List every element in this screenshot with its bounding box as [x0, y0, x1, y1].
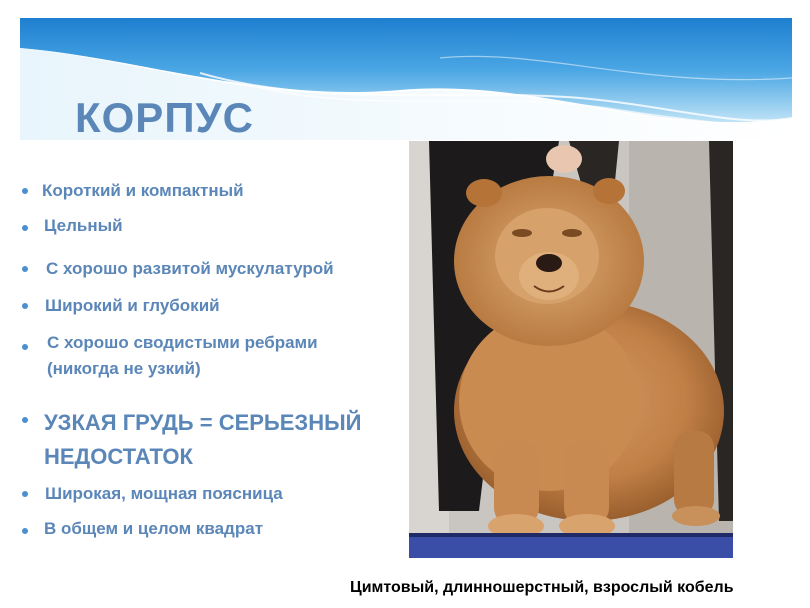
bullet-text-line2: (никогда не узкий) [47, 359, 201, 378]
bullet-dot-icon [22, 417, 28, 423]
photo-caption: Цимтовый, длинношерстный, взрослый кобель [350, 579, 734, 596]
bullet-text: С хорошо развитой мускулатурой [46, 259, 334, 278]
bullet-text: Короткий и компактный [42, 181, 244, 200]
bullet-text-line2: НЕДОСТАТОК [44, 444, 193, 469]
bullet-text-line1: С хорошо сводистыми ребрами [47, 333, 318, 352]
bullet-dot-icon [22, 491, 28, 497]
bullet-dot-icon [22, 225, 28, 231]
bullet-dot-icon [22, 344, 28, 350]
bullet-dot-icon [22, 303, 28, 309]
chow-chow-dog-photo [409, 141, 733, 558]
bullet-dot-icon [22, 188, 28, 194]
bullet-text-line1: УЗКАЯ ГРУДЬ = СЕРЬЕЗНЫЙ [44, 410, 362, 435]
slide-title: КОРПУС [75, 94, 254, 141]
bullet-text: Цельный [44, 216, 123, 235]
bullet-dot-icon [22, 266, 28, 272]
bullet-text: Широкая, мощная поясница [45, 484, 283, 503]
bullet-text: В общем и целом квадрат [44, 519, 264, 538]
bullet-text: Широкий и глубокий [45, 296, 220, 315]
bullet-dot-icon [22, 528, 28, 534]
